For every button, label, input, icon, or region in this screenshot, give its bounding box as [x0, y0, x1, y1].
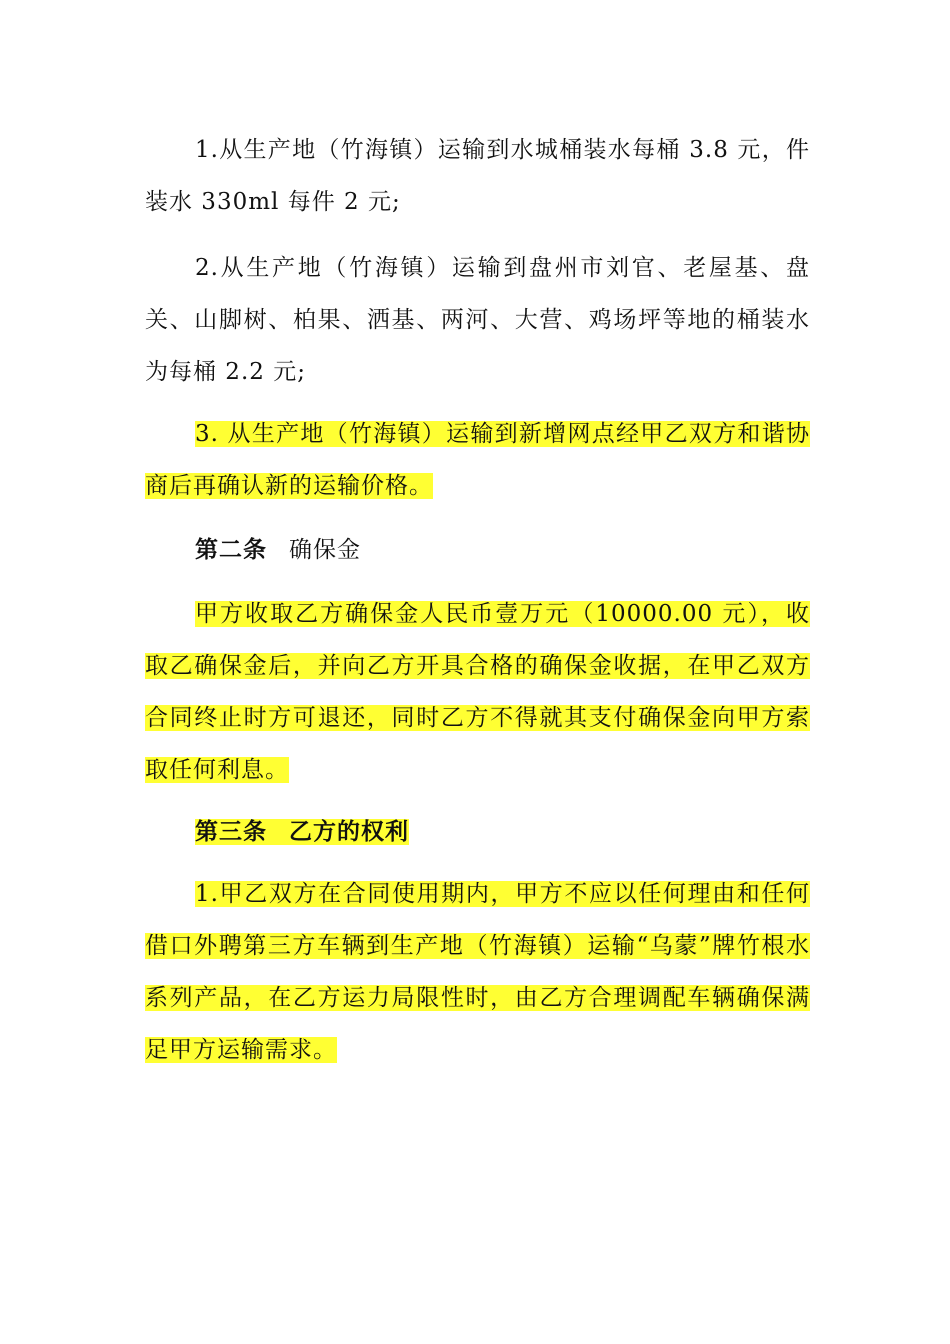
article-number: 第三条: [195, 819, 267, 845]
clause-price-new-outlets: [145, 408, 810, 512]
clause-price-shuicheng: [145, 124, 810, 228]
highlighted-clause-text: 3. 从生产地（竹海镇）运输到新增网点经甲乙双方和谐协商后再确认新的运输价格。: [145, 421, 810, 499]
article-heading-highlight: [195, 819, 409, 845]
clause-text: 2.从生产地（竹海镇）运输到盘州市刘官、老屋基、盘关、山脚树、柏果、洒基、两河、大营、鸡场坪等地的桶装水为每桶 2.2 元;: [145, 255, 810, 385]
article-title: 乙方的权利: [289, 819, 409, 845]
article-two-heading: [145, 524, 810, 576]
article-number: 第二条: [195, 537, 267, 563]
clause-party-b-rights: [145, 868, 810, 1076]
clause-text: 1.从生产地（竹海镇）运输到水城桶装水每桶 3.8 元，件装水 330ml 每件 2 元;: [145, 137, 810, 215]
clause-deposit: [145, 588, 810, 796]
highlighted-clause-text: 甲方收取乙方确保金人民币壹万元（10000.00 元），收取乙确保金后，并向乙方开具合格的确保金收据，在甲乙双方合同终止时方可退还，同时乙方不得就其支付确保金向甲方索取任何利息。: [145, 601, 810, 783]
article-three-heading: [145, 806, 810, 858]
article-title: 确保金: [289, 537, 361, 563]
highlighted-clause-text: 1.甲乙双方在合同使用期内，甲方不应以任何理由和任何借口外聘第三方车辆到生产地（竹海镇）运输“乌蒙”牌竹根水系列产品，在乙方运力局限性时，由乙方合理调配车辆确保满足甲方运输需求。: [145, 881, 810, 1063]
clause-price-panzhou: [145, 242, 810, 398]
